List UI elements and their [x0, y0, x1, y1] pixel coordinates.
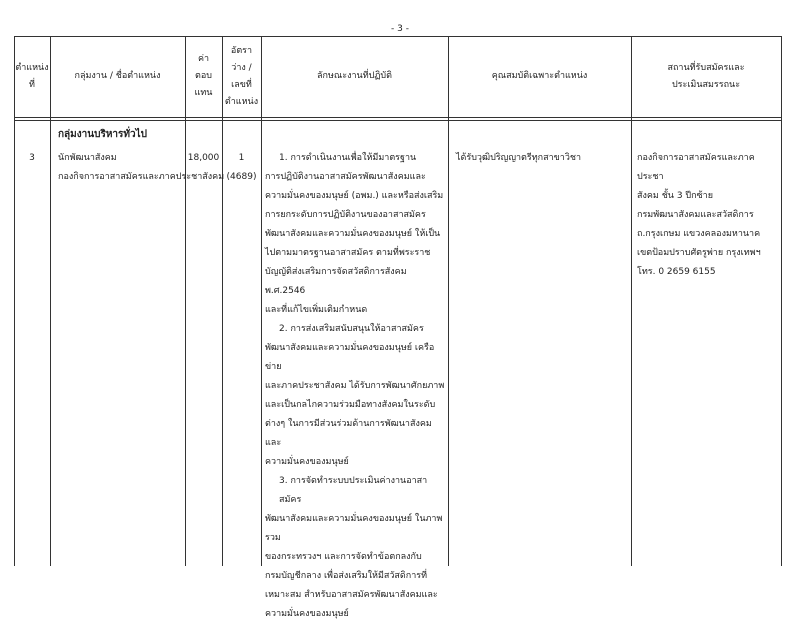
duty-line: และเป็นกลไกความร่วมมือทางสังคมในระดับ	[265, 400, 436, 410]
place-line: ถ.กรุงเกษม แขวงคลองมหานาค	[637, 229, 761, 239]
header-pay-line: ค่า	[197, 54, 210, 64]
header-qualification-text: คุณสมบัติเฉพาะตำแหน่ง	[491, 71, 588, 81]
place-line: เขตป้อมปราบศัตรูพ่าย กรุงเทพฯ	[637, 248, 761, 258]
duty-line: พัฒนาสังคมและความมั่นคงของมนุษย์ ให้เป็น	[265, 229, 441, 239]
page-number: - 3 -	[391, 24, 409, 34]
pay-amount: 18,000	[187, 153, 220, 163]
duty-line: พัฒนาสังคมและความมั่นคงของมนุษย์ เครือข่าย	[265, 343, 435, 372]
header-rate	[222, 36, 261, 117]
duty-line: พัฒนาสังคมและความมั่นคงของมนุษย์ ในภาพรวม	[265, 514, 443, 543]
place-line: กรมพัฒนาสังคมและสวัสดิการ	[637, 210, 754, 220]
duty-line: เหมาะสม สำหรับอาสาสมัครพัฒนาสังคมและ	[265, 590, 438, 600]
duty-line: และภาคประชาสังคม ได้รับการพัฒนาศักยภาพ	[265, 381, 445, 391]
duty-line: ไปตามมาตรฐานอาสาสมัคร ตามที่พระราช	[265, 248, 431, 258]
duty-line: การปฏิบัติงานอาสาสมัครพัฒนาสังคมและ	[265, 172, 426, 182]
header-duties-text: ลักษณะงานที่ปฏิบัติ	[317, 71, 392, 81]
application-place	[637, 149, 781, 282]
place-line: กองกิจการอาสาสมัครและภาคประชา	[637, 153, 755, 182]
positions-table	[14, 36, 782, 619]
place-line: สังคม ชั้น 3 ปีกซ้าย	[637, 191, 714, 201]
position-name: นักพัฒนาสังคม	[58, 153, 117, 163]
duty-line: 3. การจัดทำระบบประเมินค่างานอาสาสมัคร	[279, 476, 428, 505]
header-place	[631, 36, 781, 117]
header-rate-line: ตำแหน่ง	[224, 96, 259, 107]
section-title: กลุ่มงานบริหารทั่วไป	[58, 129, 147, 140]
header-group	[50, 36, 185, 117]
duty-line: 2. การส่งเสริมสนับสนุนให้อาสาสมัคร	[279, 324, 424, 334]
rate-id: (4689)	[226, 172, 257, 182]
duty-line: และที่แก้ไขเพิ่มเติมกำหนด	[265, 305, 368, 315]
qualification: ได้รับวุฒิปริญญาตรีทุกสาขาวิชา	[456, 153, 582, 163]
row-number: 3	[29, 153, 35, 163]
division-name: กองกิจการอาสาสมัครและภาคประชาสังคม	[58, 172, 225, 182]
duty-line: กรมบัญชีกลาง เพื่อส่งเสริมให้มีสวัสดิการที่	[265, 571, 428, 581]
duty-line: ความมั่นคงของมนุษย์	[265, 609, 349, 619]
header-bottom-border	[14, 117, 782, 118]
duty-line: การยกระดับการปฏิบัติงานของอาสาสมัคร	[265, 210, 426, 220]
header-rate-line: เลขที่	[231, 79, 252, 90]
header-duties	[261, 36, 448, 117]
duty-line: ความมั่นคงของมนุษย์	[265, 457, 349, 467]
header-no	[14, 36, 50, 117]
header-no-line: ตำแหน่ง	[15, 62, 49, 73]
header-pay	[185, 36, 222, 117]
duties-list	[265, 149, 446, 624]
header-place-line: ประเมินสมรรถนะ	[671, 79, 741, 90]
header-qualification	[448, 36, 631, 117]
duty-line: ความมั่นคงของมนุษย์ (อพม.) และหรือส่งเสริม	[265, 191, 444, 201]
header-pay-line: แทน	[194, 88, 213, 98]
header-no-line: ที่	[29, 79, 35, 90]
header-place-line: สถานที่รับสมัครและ	[667, 62, 745, 73]
header-rate-line: อัตรา	[230, 45, 253, 56]
duty-line: บัญญัติส่งเสริมการจัดสวัสดิการสังคม พ.ศ.2546	[265, 267, 407, 296]
place-line: โทร. 0 2659 6155	[637, 267, 716, 277]
duty-line: ต่างๆ ในการมีส่วนร่วมด้านการพัฒนาสังคมและ	[265, 419, 432, 448]
header-group-text: กลุ่มงาน / ชื่อตำแหน่ง	[74, 71, 161, 81]
duty-line: ของกระทรวงฯ และการจัดทำข้อตกลงกับ	[265, 552, 422, 562]
header-double-border	[14, 120, 782, 121]
header-rate-line: ว่าง /	[231, 62, 252, 73]
column-divider	[781, 36, 782, 566]
duty-line: 1. การดำเนินงานเพื่อให้มีมาตรฐาน	[279, 153, 417, 163]
rate-count: 1	[238, 153, 245, 163]
header-pay-line: ตอบ	[195, 71, 212, 81]
